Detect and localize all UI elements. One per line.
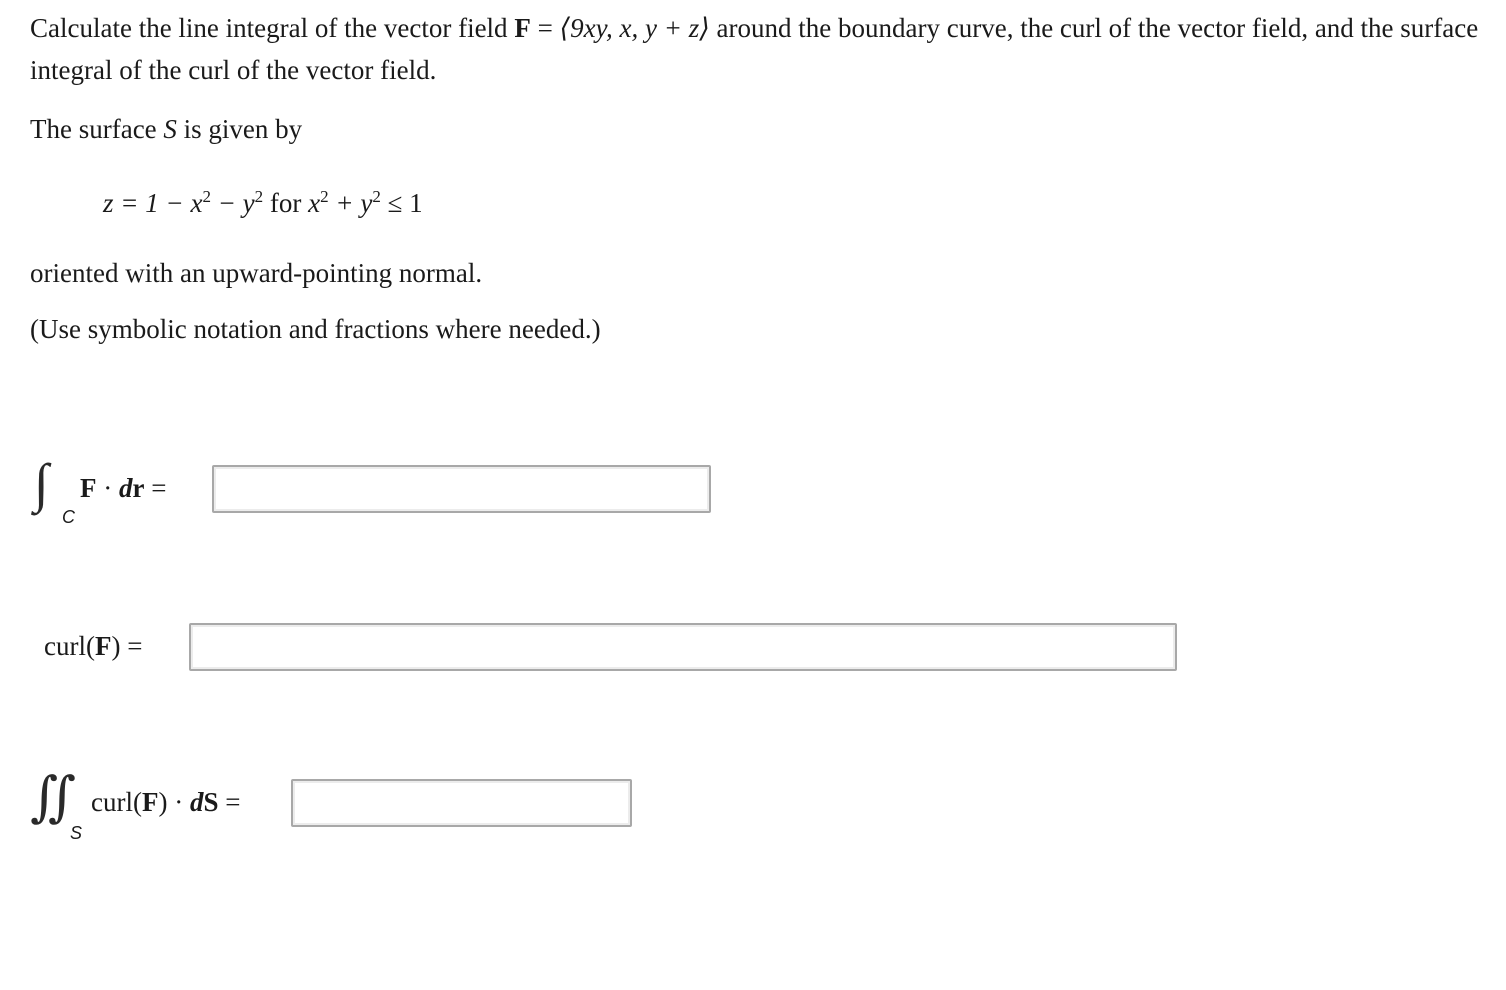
curl-suffix: ) <box>111 631 121 661</box>
surface-intro-suffix: is given by <box>176 114 303 144</box>
surface-symbol: S <box>163 114 177 144</box>
line-integral-dot: · <box>96 473 119 503</box>
surface-s: S <box>203 787 219 817</box>
eq-exp1: 2 <box>202 187 211 206</box>
surface-curl-prefix: curl( <box>91 787 142 817</box>
line-integral-symbol: ∫ <box>34 453 49 513</box>
line-integral-field: F <box>80 473 97 503</box>
eq-mid1: − y <box>210 188 255 218</box>
line-integral-subscript: C <box>62 507 75 527</box>
line-integral-d: d <box>119 473 133 503</box>
surface-integral-subscript: S <box>70 823 83 843</box>
intro-text-1: Calculate the line integral of the vector field <box>30 13 515 43</box>
curl-equals: = <box>120 631 143 661</box>
eq-exp3: 2 <box>320 187 329 206</box>
curl-input[interactable] <box>189 623 1177 671</box>
field-value: ⟨9xy, x, y + z⟩ <box>559 13 710 43</box>
surface-integral-input[interactable] <box>291 779 632 827</box>
eq-x: x <box>308 188 321 218</box>
surface-integral-label <box>91 782 240 822</box>
eq-exp4: 2 <box>372 187 381 206</box>
line-integral-equals: = <box>144 473 167 503</box>
eq-rhs: ≤ 1 <box>380 188 423 218</box>
surface-equation <box>103 182 423 224</box>
field-equals: = <box>530 13 560 43</box>
surface-d: d <box>189 787 204 817</box>
surface-integral-symbol: ∬ <box>30 767 76 827</box>
line-integral-label <box>80 468 166 508</box>
eq-mid2: + y <box>328 188 373 218</box>
intro-text-2: around the boundary curve, the curl of the vector field, and the surface integral of the curl of the vector field. <box>30 13 1479 85</box>
eq-for: for <box>263 188 309 218</box>
surface-intro-prefix: The surface <box>30 114 164 144</box>
line-integral-input[interactable] <box>212 465 711 513</box>
surface-equals: = <box>218 787 241 817</box>
surface-intro <box>30 108 302 150</box>
surface-curl-field: F <box>141 787 159 817</box>
curl-prefix: curl( <box>44 631 95 661</box>
surface-dot: · <box>167 787 190 817</box>
hint-text: (Use symbolic notation and fractions where needed.) <box>30 314 601 344</box>
line-integral-r: r <box>132 473 145 503</box>
orientation-text: oriented with an upward-pointing normal. <box>30 258 483 288</box>
surface-curl-suffix: ) <box>158 787 168 817</box>
curl-field: F <box>94 631 112 661</box>
eq-exp2: 2 <box>254 187 264 206</box>
curl-label <box>44 626 142 666</box>
field-symbol: F <box>514 13 531 43</box>
problem-intro <box>30 7 1480 91</box>
eq-lhs: z = 1 − x <box>103 188 203 218</box>
